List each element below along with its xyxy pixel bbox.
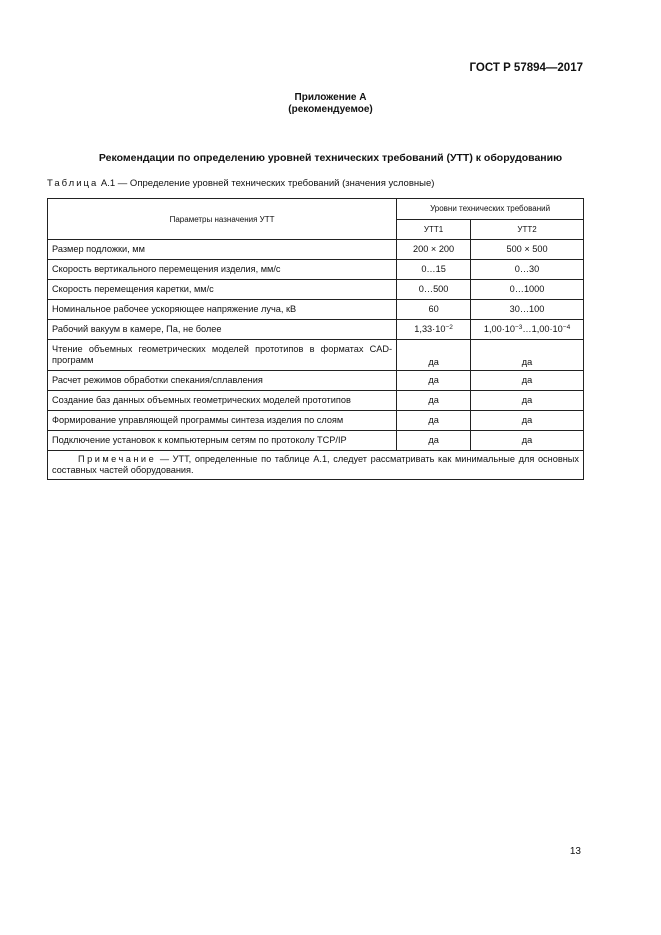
level-1-header: УТТ1 (397, 219, 471, 240)
level-1-cell: да (397, 371, 471, 391)
levels-column-header: Уровни технических требований (397, 199, 584, 220)
table-caption-text: А.1 — Определение уровней технических требований (значения условные) (98, 178, 435, 189)
level-1-cell: 0…500 (397, 280, 471, 300)
appendix-block (0, 92, 661, 116)
table-row (48, 340, 584, 371)
level-2-cell: 500 × 500 (471, 240, 584, 260)
table-row (48, 431, 584, 451)
table-header-row (48, 199, 584, 220)
level-2-cell: да (471, 371, 584, 391)
level-1-cell: да (397, 340, 471, 371)
param-column-header: Параметры назначения УТТ (48, 199, 397, 240)
table-caption (47, 178, 434, 189)
level-1-cell: да (397, 411, 471, 431)
level-2-cell: 0…30 (471, 260, 584, 280)
param-cell: Размер подложки, мм (48, 240, 397, 260)
document-code: ГОСТ Р 57894—2017 (469, 62, 583, 74)
level-1-cell: 60 (397, 300, 471, 320)
param-cell: Скорость вертикального перемещения изделия, мм/с (48, 260, 397, 280)
appendix-title: Приложение А (294, 92, 367, 103)
note-label: Примечание (78, 454, 157, 464)
section-heading: Рекомендации по определению уровней технических требований (УТТ) к оборудованию (98, 152, 563, 164)
param-cell: Формирование управляющей программы синтеза изделия по слоям (48, 411, 397, 431)
level-2-cell: 0…1000 (471, 280, 584, 300)
param-cell: Подключение установок к компьютерным сетям по протоколу TCP/IP (48, 431, 397, 451)
note-text: — УТТ, определенные по таблице А.1, следует рассматривать как минимальные для основных составных частей оборудования. (52, 454, 579, 475)
param-cell: Создание баз данных объемных геометрических моделей прототипов (48, 391, 397, 411)
level-2-cell: $1,00\cdot 10^{-3}\dots 1,00\cdot 10^{-4}$ (471, 320, 584, 340)
level-2-cell: да (471, 340, 584, 371)
param-cell: Чтение объемных геометрических моделей прототипов в форматах CAD-программ (48, 340, 397, 371)
table-row (48, 411, 584, 431)
level-1-cell: $1,33\cdot 10^{-2}$ (397, 320, 471, 340)
page-number: 13 (569, 846, 581, 857)
table-row (48, 280, 584, 300)
param-cell: Расчет режимов обработки спекания/сплавления (48, 371, 397, 391)
table-row (48, 240, 584, 260)
level-2-cell: да (471, 431, 584, 451)
level-1-cell: да (397, 431, 471, 451)
level-2-cell: да (471, 391, 584, 411)
table-row (48, 371, 584, 391)
param-cell: Скорость перемещения каретки, мм/с (48, 280, 397, 300)
level-1-cell: да (397, 391, 471, 411)
table-row (48, 260, 584, 280)
table-caption-label: Таблица (47, 178, 99, 189)
param-cell: Номинальное рабочее ускоряющее напряжение луча, кВ (48, 300, 397, 320)
level-1-cell: 0…15 (397, 260, 471, 280)
table-note (48, 451, 584, 480)
table-row (48, 320, 584, 340)
table-row (48, 391, 584, 411)
table-row (48, 300, 584, 320)
level-2-header: УТТ2 (471, 219, 584, 240)
table-note-row (48, 451, 584, 480)
level-2-cell: 30…100 (471, 300, 584, 320)
level-2-cell: да (471, 411, 584, 431)
requirements-table (47, 198, 584, 480)
level-1-cell: 200 × 200 (397, 240, 471, 260)
appendix-subtitle: (рекомендуемое) (288, 104, 373, 115)
param-cell: Рабочий вакуум в камере, Па, не более (48, 320, 397, 340)
